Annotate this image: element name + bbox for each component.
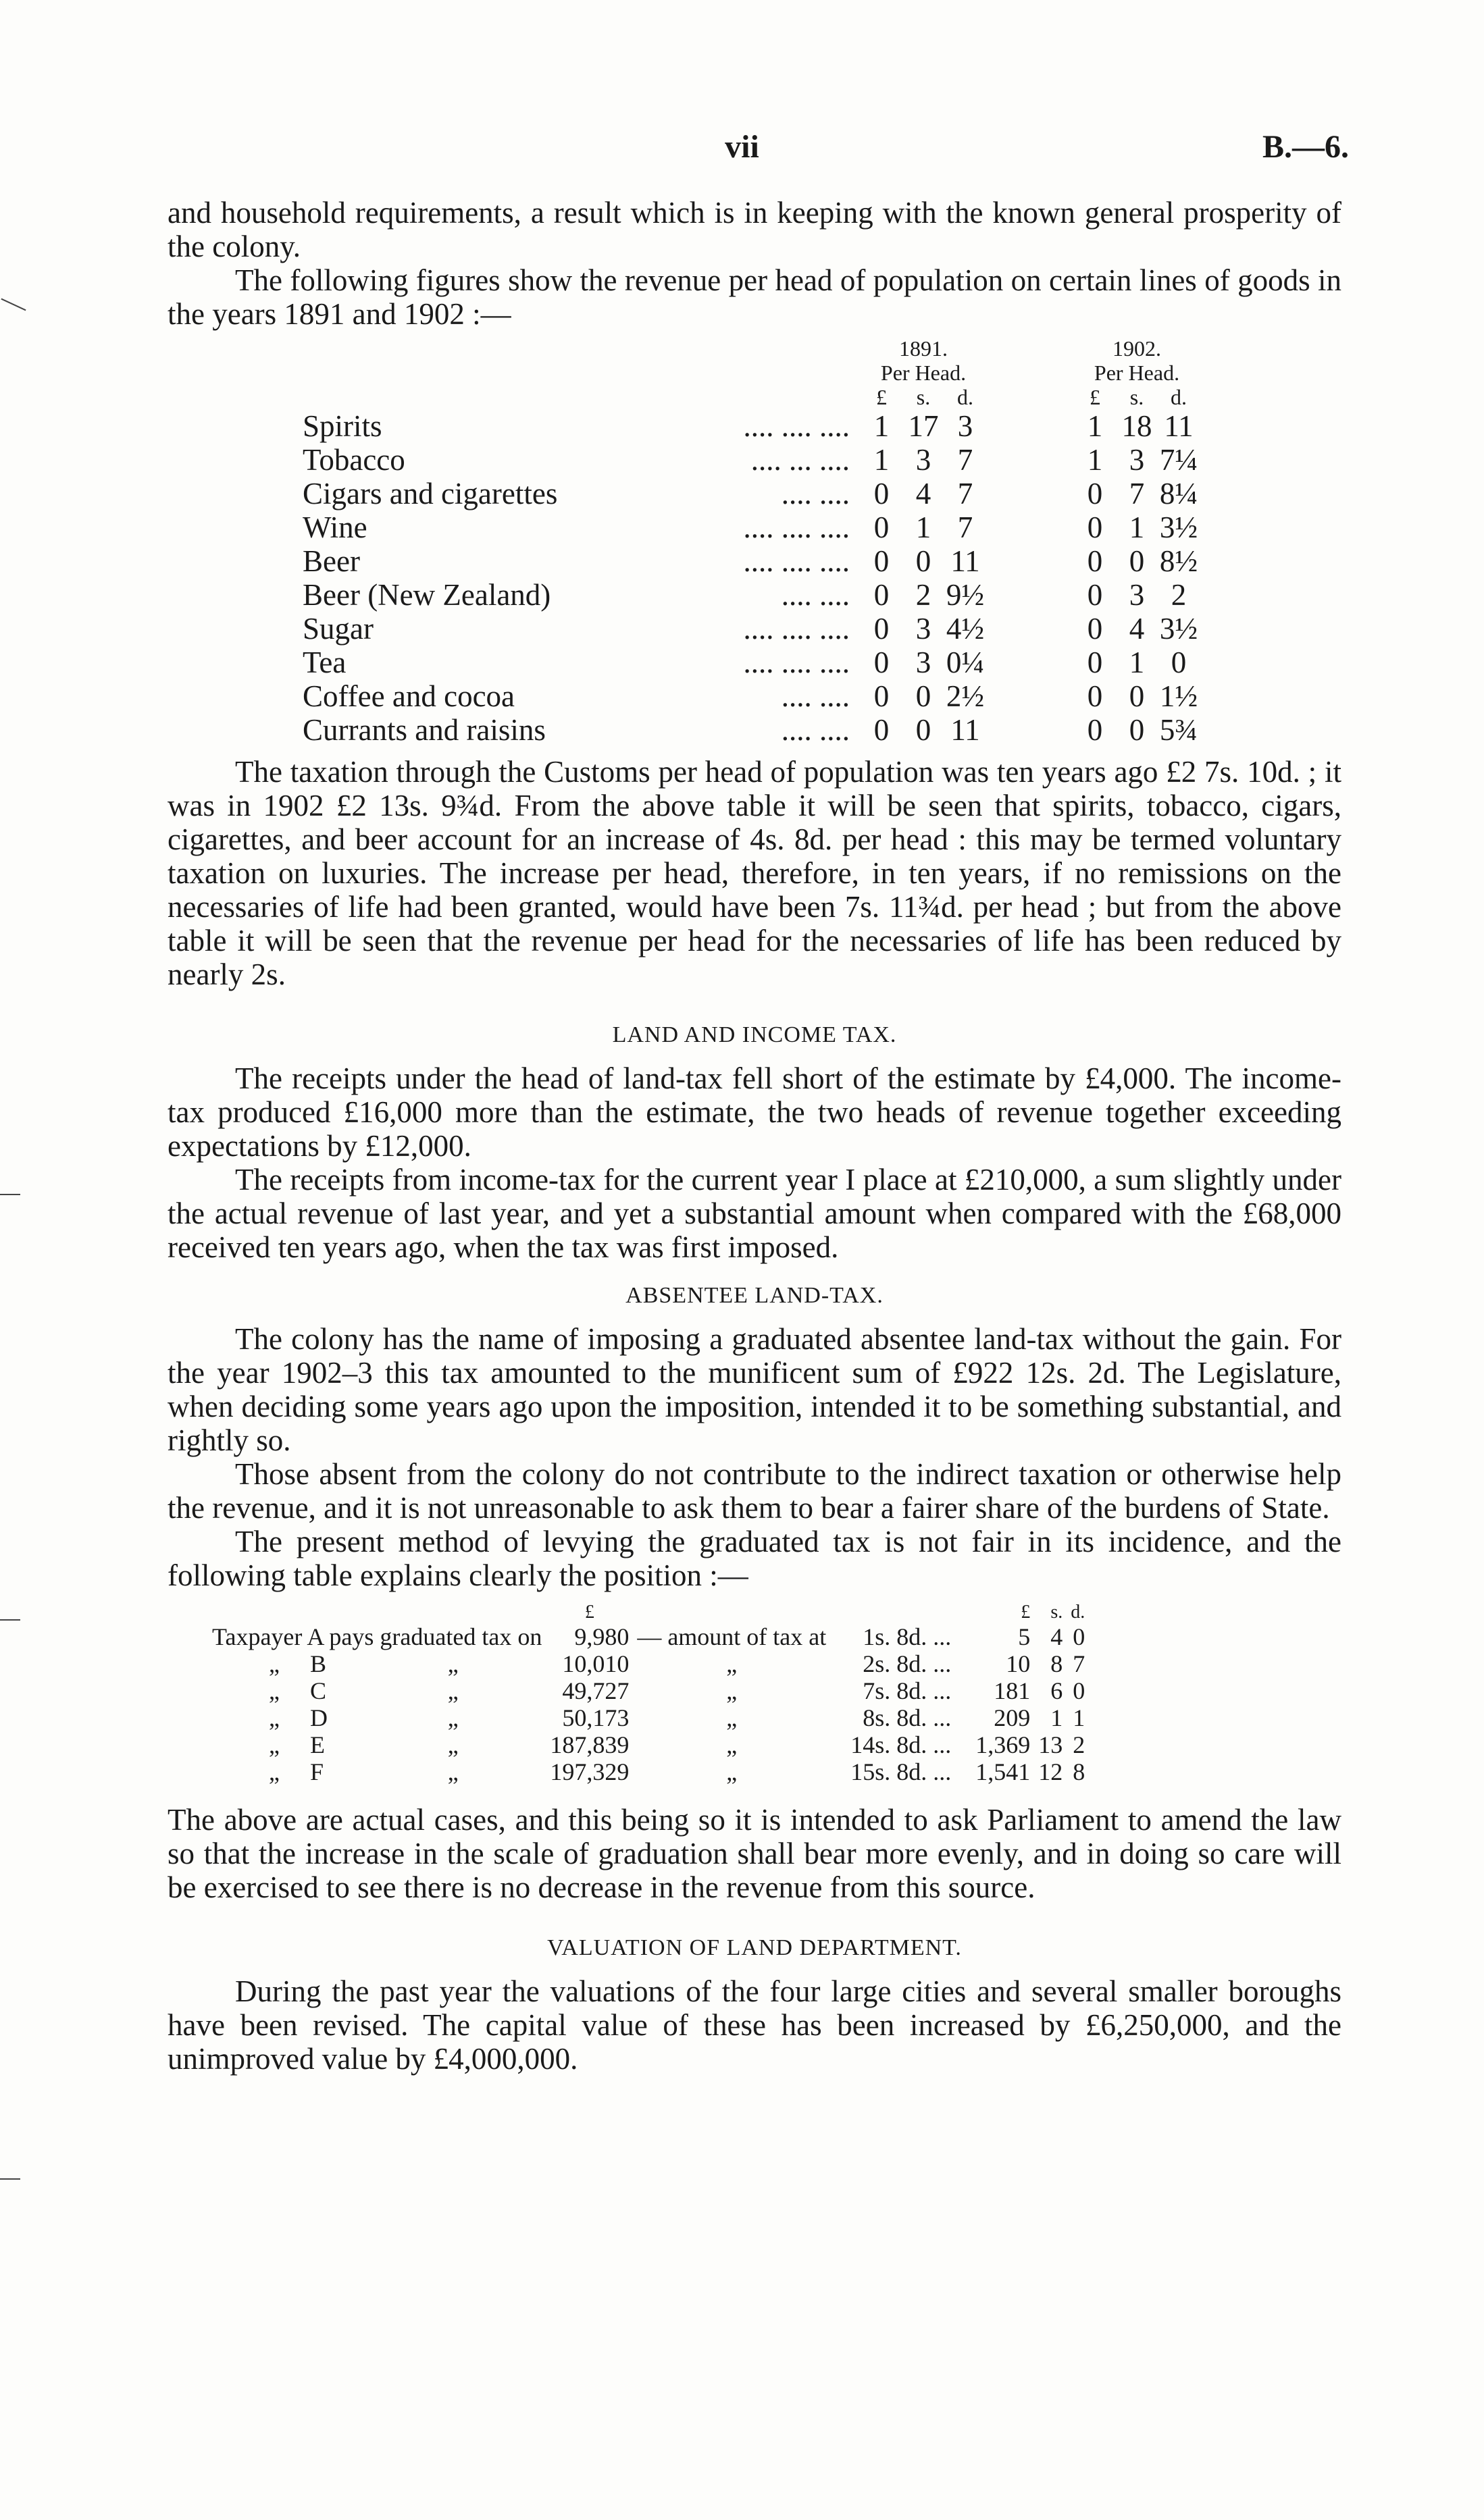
value-1891: 11 (950, 713, 980, 747)
value-1902: 18 (1121, 409, 1152, 443)
margin-mark (0, 1619, 20, 1621)
leader-dots: .... .... .... (743, 409, 850, 443)
unit-header: £ (876, 385, 887, 409)
section-heading: LAND AND INCOME TAX. (612, 1022, 897, 1047)
tax-rate-label: „ (726, 1704, 738, 1731)
item-label: Currants and raisins (303, 713, 546, 747)
margin-mark (1, 298, 26, 311)
section-heading: ABSENTEE LAND-TAX. (625, 1283, 884, 1308)
ditto-mark: „ (269, 1731, 280, 1758)
tax-shillings: 12 (1038, 1758, 1063, 1785)
value-1902: 0 (1129, 544, 1145, 578)
value-1891: 7 (957, 443, 973, 477)
ditto-mark: „ (447, 1650, 459, 1677)
value-1891: 0 (873, 612, 890, 646)
paragraph: The receipts from income-tax for the current year I place at £210,000, a sum slightly under the actual revenue of last year, and yet a substantial amount when compared with the £68,000 received ten years ago, when the tax was first imposed. (168, 1163, 1341, 1264)
tax-rate-label: „ (726, 1677, 738, 1704)
tax-rate-label: „ (726, 1758, 738, 1785)
unit-header: d. (1171, 385, 1187, 409)
value-1891: 3 (957, 409, 973, 443)
value-1902: 0 (1087, 646, 1103, 679)
taxpayer-label: „ D (269, 1704, 328, 1731)
value-1902: 1 (1129, 646, 1145, 679)
tax-rate: 14s. 8d. ... (850, 1731, 952, 1758)
value-1902: 8½ (1159, 544, 1198, 578)
tax-rate: 7s. 8d. ... (863, 1677, 952, 1704)
leader-dots: .... .... .... (743, 612, 850, 646)
value-1891: 4 (915, 477, 931, 510)
paragraph: During the past year the valuations of the four large cities and several smaller boroughs have been revised. The capital value of these has been increased by £6,250,000, and the unimproved value by £4,000,000. (168, 1974, 1341, 2076)
ditto-mark: „ (447, 1758, 459, 1785)
value-1902: 3 (1129, 578, 1145, 612)
value-1891: 0 (915, 679, 931, 713)
value-1891: 3 (915, 443, 931, 477)
margin-mark (0, 2178, 20, 2180)
table-row (303, 612, 1200, 646)
value-1891: 0 (873, 477, 890, 510)
item-label: Wine (303, 510, 367, 544)
value-1891: 2 (915, 578, 931, 612)
tax-pence: 7 (1073, 1650, 1085, 1677)
value-1902: 1 (1129, 510, 1145, 544)
value-1891: 9½ (946, 578, 985, 612)
tax-rate-label: — amount of tax at (637, 1623, 827, 1650)
table-row (303, 544, 1200, 578)
taxpayer-label: „ E (269, 1731, 325, 1758)
value-1891: 1 (873, 409, 890, 443)
value-1891: 7 (957, 477, 973, 510)
unit-header: £ (1090, 385, 1100, 409)
taxable-amount: 9,980 (574, 1623, 630, 1650)
value-1902: 3 (1129, 443, 1145, 477)
taxable-amount: 50,173 (562, 1704, 630, 1731)
paragraph: and household requirements, a result which is in keeping with the known general prosperity of the colony. (168, 196, 1341, 263)
value-1902: 1 (1087, 443, 1103, 477)
paragraph: The colony has the name of imposing a graduated absentee land-tax without the gain. For the year 1902–3 this tax amounted to the munificent sum of £922 12s. 2d. The Legislature, when deciding some years ago upon the imposition, intended it to be something substantial, and rightly so. (168, 1322, 1341, 1457)
tax-rate: 1s. 8d. ... (863, 1623, 952, 1650)
tax-pounds: 1,369 (975, 1731, 1031, 1758)
unit-header: £ (1021, 1602, 1031, 1623)
tax-rate-label: „ (726, 1731, 738, 1758)
absentee-tax-table (208, 1602, 1089, 1785)
table-row (208, 1623, 1089, 1650)
value-1891: 0¼ (946, 646, 985, 679)
item-label: Sugar (303, 612, 374, 646)
unit-header: s. (1050, 1602, 1063, 1623)
item-label: Tobacco (303, 443, 405, 477)
item-label: Tea (303, 646, 347, 679)
value-1902: 1½ (1159, 679, 1198, 713)
value-1902: 3½ (1159, 510, 1198, 544)
value-1902: 3½ (1159, 612, 1198, 646)
revenue-per-head-table (303, 336, 1200, 747)
value-1891: 3 (915, 612, 931, 646)
table-row (303, 477, 1200, 510)
tax-rate: 15s. 8d. ... (850, 1758, 952, 1785)
tax-pence: 0 (1073, 1677, 1085, 1704)
tax-shillings: 4 (1050, 1623, 1063, 1650)
value-1902: 7 (1129, 477, 1145, 510)
ditto-mark: „ (447, 1731, 459, 1758)
taxpayer-label: Taxpayer A pays graduated tax on (212, 1623, 542, 1650)
item-label: Spirits (303, 409, 382, 443)
value-1891: 7 (957, 510, 973, 544)
leader-dots: .... .... .... (743, 544, 850, 578)
value-1891: 0 (915, 544, 931, 578)
value-1902: 0 (1171, 646, 1187, 679)
value-1902: 1 (1087, 409, 1103, 443)
unit-header: s. (1129, 385, 1144, 409)
year-header: 1891. (899, 336, 948, 361)
document-reference: B.—6. (1262, 129, 1349, 165)
table-row (303, 510, 1200, 544)
unit-header: £ (584, 1602, 594, 1623)
value-1891: 4½ (946, 612, 985, 646)
leader-dots: .... .... (781, 477, 850, 510)
ditto-mark: „ (269, 1704, 280, 1731)
taxpayer-label: „ C (269, 1677, 326, 1704)
tax-shillings: 8 (1050, 1650, 1063, 1677)
value-1902: 0 (1129, 679, 1145, 713)
ditto-mark: „ (447, 1677, 459, 1704)
paragraph: The receipts under the head of land-tax fell short of the estimate by £4,000. The income-tax produced £16,000 more than the estimate, the two heads of revenue together exceeding expectations by £12,000. (168, 1061, 1341, 1163)
value-1902: 8¼ (1159, 477, 1198, 510)
value-1891: 17 (908, 409, 939, 443)
paragraph: The taxation through the Customs per head of population was ten years ago £2 7s. 10d. ; it was in 1902 £2 13s. 9¾d. From the above table it will be seen that spirits, tobacco, cigars, cigarettes, and beer account for an increase of 4s. 8d. per head : this may be termed voluntary taxation on luxuries. The increase per head, therefore, in ten years, if no remissions on the necessaries of life had been granted, would have been 7s. 11¾d. per head ; but from the above table it will be seen that the revenue per head for the necessaries of life has been reduced by nearly 2s. (168, 755, 1341, 991)
value-1891: 0 (873, 646, 890, 679)
leader-dots: .... .... .... (743, 510, 850, 544)
tax-pence: 0 (1073, 1623, 1085, 1650)
tax-rate-label: „ (726, 1650, 738, 1677)
taxable-amount: 187,839 (550, 1731, 630, 1758)
tax-rate: 2s. 8d. ... (863, 1650, 952, 1677)
ditto-mark: „ (447, 1704, 459, 1731)
page-number: vii (725, 129, 759, 165)
taxpayer-label: „ F (269, 1758, 324, 1785)
table-row (303, 713, 1200, 747)
value-1902: 0 (1087, 713, 1103, 747)
value-1902: 0 (1129, 713, 1145, 747)
value-1902: 0 (1087, 544, 1103, 578)
taxable-amount: 197,329 (550, 1758, 630, 1785)
per-head-header: Per Head. (1094, 361, 1180, 385)
taxpayer-label: „ B (269, 1650, 326, 1677)
tax-pence: 2 (1073, 1731, 1085, 1758)
ditto-mark: „ (269, 1758, 280, 1785)
tax-rate: 8s. 8d. ... (863, 1704, 952, 1731)
table-row (303, 578, 1200, 612)
value-1891: 0 (873, 679, 890, 713)
value-1891: 0 (873, 544, 890, 578)
tax-pounds: 1,541 (975, 1758, 1031, 1785)
tax-shillings: 1 (1050, 1704, 1063, 1731)
value-1902: 0 (1087, 477, 1103, 510)
value-1902: 4 (1129, 612, 1145, 646)
table-row (208, 1731, 1089, 1758)
paragraph: The following figures show the revenue per head of population on certain lines of goods in the years 1891 and 1902 :— (168, 263, 1341, 331)
value-1891: 0 (873, 713, 890, 747)
table-row (208, 1677, 1089, 1704)
value-1902: 7¼ (1159, 443, 1198, 477)
value-1891: 0 (915, 713, 931, 747)
tax-pounds: 10 (1006, 1650, 1031, 1677)
value-1891: 0 (873, 510, 890, 544)
paragraph: The present method of levying the graduated tax is not fair in its incidence, and the following table explains clearly the position :— (168, 1525, 1341, 1592)
value-1891: 11 (950, 544, 980, 578)
table-row (303, 443, 1200, 477)
table-row (208, 1704, 1089, 1731)
page-body (168, 196, 1341, 2076)
tax-shillings: 6 (1050, 1677, 1063, 1704)
tax-pounds: 181 (994, 1677, 1031, 1704)
taxable-amount: 49,727 (562, 1677, 630, 1704)
tax-pounds: 209 (994, 1704, 1031, 1731)
value-1902: 11 (1164, 409, 1194, 443)
table-row (303, 646, 1200, 679)
value-1891: 0 (873, 578, 890, 612)
section-heading: VALUATION OF LAND DEPARTMENT. (547, 1935, 962, 1960)
item-label: Beer (303, 544, 360, 578)
value-1902: 0 (1087, 612, 1103, 646)
unit-header: s. (916, 385, 931, 409)
value-1891: 3 (915, 646, 931, 679)
tax-pounds: 5 (1018, 1623, 1031, 1650)
value-1891: 1 (915, 510, 931, 544)
unit-header: d. (957, 385, 973, 409)
table-row (303, 679, 1200, 713)
tax-shillings: 13 (1038, 1731, 1063, 1758)
item-label: Coffee and cocoa (303, 679, 515, 713)
year-header: 1902. (1112, 336, 1161, 361)
table-row (208, 1758, 1089, 1785)
ditto-mark: „ (269, 1650, 280, 1677)
paragraph: Those absent from the colony do not contribute to the indirect taxation or otherwise help the revenue, and it is not unreasonable to ask them to bear a fairer share of the burdens of State. (168, 1457, 1341, 1525)
leader-dots: .... .... (781, 578, 850, 612)
value-1902: 0 (1087, 510, 1103, 544)
tax-pence: 8 (1073, 1758, 1085, 1785)
leader-dots: .... ... .... (750, 443, 850, 477)
tax-pence: 1 (1073, 1704, 1085, 1731)
table-row (208, 1650, 1089, 1677)
leader-dots: .... .... (781, 713, 850, 747)
value-1902: 2 (1171, 578, 1187, 612)
value-1891: 1 (873, 443, 890, 477)
margin-mark (0, 1194, 20, 1195)
value-1891: 2½ (946, 679, 985, 713)
value-1902: 5¾ (1159, 713, 1198, 747)
unit-header: d. (1071, 1602, 1085, 1623)
ditto-mark: „ (269, 1677, 280, 1704)
leader-dots: .... .... (781, 679, 850, 713)
value-1902: 0 (1087, 679, 1103, 713)
value-1902: 0 (1087, 578, 1103, 612)
per-head-header: Per Head. (880, 361, 967, 385)
leader-dots: .... .... .... (743, 646, 850, 679)
table-row (303, 409, 1200, 443)
taxable-amount: 10,010 (562, 1650, 630, 1677)
paragraph: The above are actual cases, and this being so it is intended to ask Parliament to amend the law so that the increase in the scale of graduation shall bear more evenly, and in doing so care will be exercised to see there is no decrease in the revenue from this source. (168, 1803, 1341, 1904)
item-label: Cigars and cigarettes (303, 477, 558, 510)
item-label: Beer (New Zealand) (303, 578, 551, 612)
